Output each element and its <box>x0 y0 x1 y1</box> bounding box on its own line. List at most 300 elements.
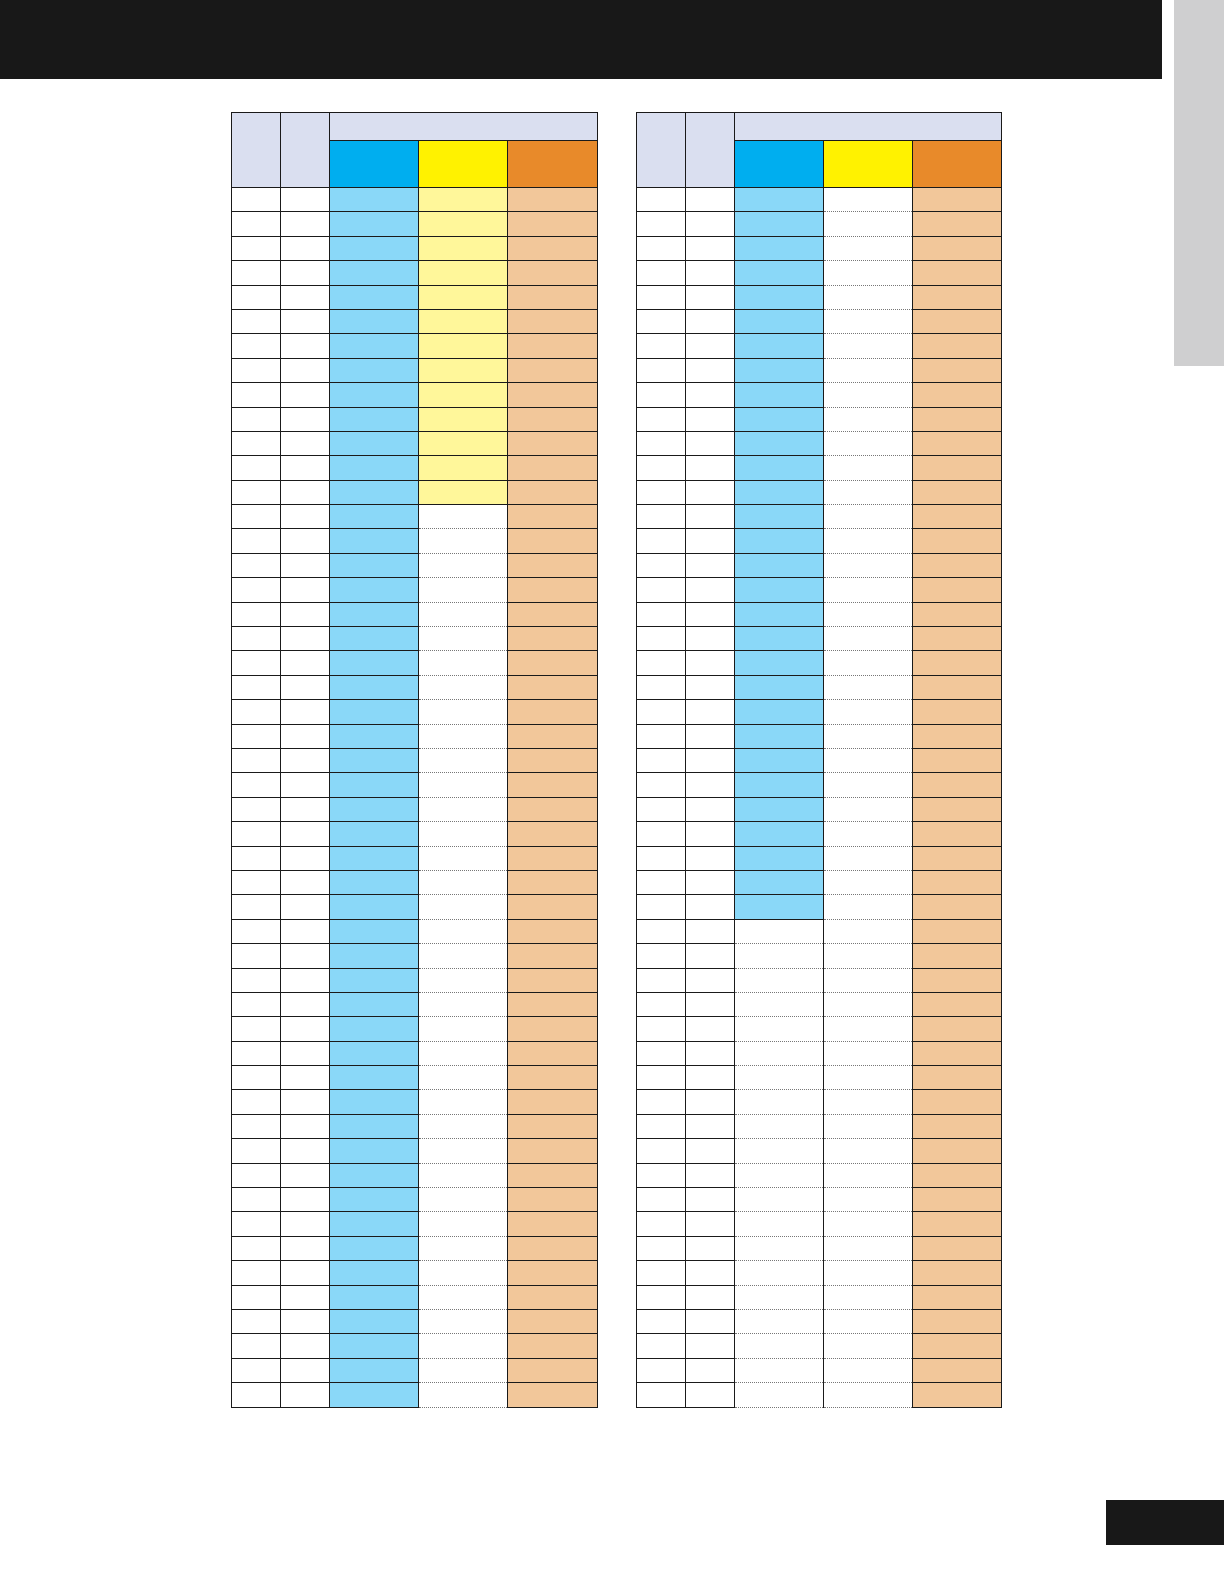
blue-cell <box>735 505 824 529</box>
row-cell-1 <box>637 846 686 870</box>
orange-column-header <box>913 141 1002 188</box>
orange-cell <box>508 846 598 870</box>
row-cell-2 <box>281 285 330 309</box>
table-row <box>637 261 1002 285</box>
blue-cell <box>330 1261 419 1285</box>
blue-cell <box>330 919 419 943</box>
blue-cell <box>735 1358 824 1382</box>
orange-cell <box>508 1017 598 1041</box>
yellow-cell <box>419 309 508 333</box>
row-cell-2 <box>686 822 735 846</box>
row-cell-2 <box>686 675 735 699</box>
row-cell-2 <box>281 431 330 455</box>
row-cell-1 <box>637 1309 686 1333</box>
blue-cell <box>330 529 419 553</box>
orange-cell <box>508 1334 598 1358</box>
row-cell-1 <box>637 358 686 382</box>
row-cell-1 <box>637 1017 686 1041</box>
yellow-cell <box>419 407 508 431</box>
row-cell-1 <box>637 675 686 699</box>
yellow-cell <box>824 700 913 724</box>
table-row <box>637 1212 1002 1236</box>
row-cell-1 <box>232 1383 281 1407</box>
row-cell-1 <box>637 724 686 748</box>
blue-cell <box>330 627 419 651</box>
orange-cell <box>508 919 598 943</box>
table-row <box>232 919 598 943</box>
blue-cell <box>735 919 824 943</box>
orange-cell <box>508 358 598 382</box>
yellow-cell <box>824 285 913 309</box>
orange-cell <box>508 1066 598 1090</box>
yellow-cell <box>824 1139 913 1163</box>
blue-cell <box>330 285 419 309</box>
row-cell-1 <box>637 1163 686 1187</box>
orange-cell <box>508 212 598 236</box>
row-cell-1 <box>232 529 281 553</box>
yellow-cell <box>824 748 913 772</box>
row-cell-1 <box>637 529 686 553</box>
row-cell-1 <box>232 1309 281 1333</box>
table-row <box>637 334 1002 358</box>
orange-cell <box>508 188 598 212</box>
blue-cell <box>735 1309 824 1333</box>
row-cell-1 <box>232 188 281 212</box>
orange-cell <box>913 724 1002 748</box>
blue-cell <box>330 480 419 504</box>
row-cell-2 <box>281 334 330 358</box>
orange-cell <box>913 1383 1002 1407</box>
row-cell-1 <box>637 944 686 968</box>
row-cell-1 <box>232 553 281 577</box>
blue-cell <box>330 553 419 577</box>
orange-cell <box>508 944 598 968</box>
row-cell-1 <box>637 188 686 212</box>
orange-cell <box>508 1139 598 1163</box>
table-row <box>232 407 598 431</box>
table-row <box>637 285 1002 309</box>
orange-cell <box>913 1090 1002 1114</box>
column-header-1 <box>232 113 281 188</box>
table-row <box>232 773 598 797</box>
yellow-cell <box>419 724 508 748</box>
table-row <box>637 1017 1002 1041</box>
orange-cell <box>508 456 598 480</box>
blue-cell <box>330 773 419 797</box>
table-row <box>637 1309 1002 1333</box>
row-cell-2 <box>686 236 735 260</box>
orange-cell <box>508 1090 598 1114</box>
row-cell-2 <box>686 1041 735 1065</box>
blue-cell <box>330 870 419 894</box>
yellow-cell <box>419 1139 508 1163</box>
blue-cell <box>330 212 419 236</box>
blue-cell <box>330 505 419 529</box>
table-row <box>232 992 598 1016</box>
blue-cell <box>330 797 419 821</box>
orange-cell <box>508 627 598 651</box>
yellow-cell <box>419 797 508 821</box>
blue-cell <box>330 261 419 285</box>
row-cell-2 <box>281 578 330 602</box>
yellow-cell <box>419 846 508 870</box>
blue-cell <box>735 675 824 699</box>
table-row <box>637 236 1002 260</box>
blue-column-header <box>330 141 419 188</box>
table-row <box>637 1066 1002 1090</box>
blue-cell <box>735 188 824 212</box>
orange-cell <box>913 1017 1002 1041</box>
row-cell-1 <box>637 456 686 480</box>
blue-cell <box>735 285 824 309</box>
blue-cell <box>330 334 419 358</box>
row-cell-2 <box>281 944 330 968</box>
blue-cell <box>735 1066 824 1090</box>
blue-cell <box>735 602 824 626</box>
yellow-cell <box>419 675 508 699</box>
row-cell-2 <box>686 309 735 333</box>
orange-cell <box>913 383 1002 407</box>
orange-cell <box>913 822 1002 846</box>
blue-cell <box>735 944 824 968</box>
table-row <box>232 480 598 504</box>
blue-cell <box>330 1212 419 1236</box>
table-row <box>637 748 1002 772</box>
row-cell-1 <box>637 1358 686 1382</box>
yellow-cell <box>419 748 508 772</box>
row-cell-1 <box>232 505 281 529</box>
blue-cell <box>330 846 419 870</box>
yellow-cell <box>419 1041 508 1065</box>
blue-cell <box>330 1017 419 1041</box>
row-cell-2 <box>686 1309 735 1333</box>
orange-cell <box>508 895 598 919</box>
row-cell-2 <box>281 261 330 285</box>
row-cell-2 <box>281 1114 330 1138</box>
blue-cell <box>735 1041 824 1065</box>
page-number-tab <box>1106 1500 1224 1545</box>
blue-cell <box>330 236 419 260</box>
table-row <box>232 1236 598 1260</box>
row-cell-2 <box>281 1090 330 1114</box>
blue-column-header <box>735 141 824 188</box>
table-row <box>637 1285 1002 1309</box>
yellow-cell <box>824 773 913 797</box>
row-cell-1 <box>232 1090 281 1114</box>
orange-cell <box>508 334 598 358</box>
table-row <box>637 700 1002 724</box>
yellow-cell <box>824 919 913 943</box>
row-cell-2 <box>281 1163 330 1187</box>
blue-cell <box>330 651 419 675</box>
blue-cell <box>735 407 824 431</box>
blue-cell <box>330 724 419 748</box>
table-row <box>637 846 1002 870</box>
column-header-1 <box>637 113 686 188</box>
blue-cell <box>735 1139 824 1163</box>
table-row <box>637 675 1002 699</box>
row-cell-2 <box>281 505 330 529</box>
table-row <box>637 870 1002 894</box>
row-cell-1 <box>232 407 281 431</box>
blue-cell <box>735 1383 824 1407</box>
row-cell-1 <box>232 1114 281 1138</box>
row-cell-2 <box>686 627 735 651</box>
orange-cell <box>508 578 598 602</box>
yellow-cell <box>824 358 913 382</box>
orange-cell <box>913 919 1002 943</box>
blue-cell <box>735 895 824 919</box>
row-cell-1 <box>637 1236 686 1260</box>
row-cell-1 <box>637 1285 686 1309</box>
yellow-column-header <box>419 141 508 188</box>
row-cell-1 <box>232 700 281 724</box>
table-row <box>637 1358 1002 1382</box>
blue-cell <box>330 1383 419 1407</box>
row-cell-2 <box>686 1334 735 1358</box>
orange-cell <box>508 1114 598 1138</box>
table-row <box>232 261 598 285</box>
yellow-cell <box>419 1090 508 1114</box>
row-cell-2 <box>686 797 735 821</box>
yellow-cell <box>419 383 508 407</box>
yellow-cell <box>824 1236 913 1260</box>
row-cell-1 <box>637 992 686 1016</box>
row-cell-1 <box>637 383 686 407</box>
row-cell-2 <box>281 846 330 870</box>
yellow-cell <box>824 822 913 846</box>
row-cell-2 <box>686 919 735 943</box>
row-cell-2 <box>686 261 735 285</box>
table-row <box>637 919 1002 943</box>
table-row <box>637 895 1002 919</box>
yellow-cell <box>419 1163 508 1187</box>
row-cell-1 <box>232 456 281 480</box>
orange-cell <box>913 261 1002 285</box>
orange-cell <box>913 846 1002 870</box>
blue-cell <box>330 188 419 212</box>
blue-cell <box>735 992 824 1016</box>
row-cell-1 <box>637 895 686 919</box>
row-cell-1 <box>232 895 281 919</box>
row-cell-1 <box>637 602 686 626</box>
orange-cell <box>508 822 598 846</box>
blue-cell <box>330 1358 419 1382</box>
row-cell-1 <box>232 480 281 504</box>
row-cell-1 <box>637 578 686 602</box>
row-cell-2 <box>281 1188 330 1212</box>
orange-cell <box>913 212 1002 236</box>
yellow-cell <box>824 431 913 455</box>
row-cell-2 <box>281 1066 330 1090</box>
row-cell-1 <box>232 822 281 846</box>
row-cell-2 <box>281 724 330 748</box>
blue-cell <box>330 1285 419 1309</box>
row-cell-2 <box>686 1090 735 1114</box>
table-row <box>232 651 598 675</box>
orange-cell <box>913 188 1002 212</box>
yellow-cell <box>419 236 508 260</box>
table-row <box>232 748 598 772</box>
row-cell-1 <box>637 822 686 846</box>
blue-cell <box>735 1114 824 1138</box>
yellow-cell <box>824 944 913 968</box>
row-cell-2 <box>281 1212 330 1236</box>
table-row <box>232 700 598 724</box>
yellow-cell <box>419 1017 508 1041</box>
table-row <box>232 724 598 748</box>
table-row <box>232 822 598 846</box>
blue-cell <box>735 846 824 870</box>
row-cell-2 <box>686 480 735 504</box>
orange-cell <box>913 1114 1002 1138</box>
table-row <box>637 1114 1002 1138</box>
orange-cell <box>913 773 1002 797</box>
orange-cell <box>913 431 1002 455</box>
table-row <box>232 675 598 699</box>
row-cell-1 <box>637 1188 686 1212</box>
row-cell-2 <box>281 1309 330 1333</box>
row-cell-1 <box>232 1334 281 1358</box>
orange-cell <box>913 334 1002 358</box>
row-cell-2 <box>686 407 735 431</box>
table-row <box>232 627 598 651</box>
table-row <box>637 773 1002 797</box>
orange-cell <box>508 285 598 309</box>
row-cell-1 <box>637 480 686 504</box>
row-cell-2 <box>281 602 330 626</box>
table-row <box>637 992 1002 1016</box>
yellow-cell <box>419 1285 508 1309</box>
orange-cell <box>913 675 1002 699</box>
row-cell-1 <box>637 1334 686 1358</box>
yellow-cell <box>419 334 508 358</box>
table-row <box>637 407 1002 431</box>
yellow-cell <box>419 822 508 846</box>
table-row <box>232 236 598 260</box>
yellow-cell <box>824 1358 913 1382</box>
blue-cell <box>735 1212 824 1236</box>
row-cell-1 <box>637 700 686 724</box>
row-cell-2 <box>281 1261 330 1285</box>
row-cell-2 <box>281 870 330 894</box>
yellow-cell <box>419 529 508 553</box>
row-cell-2 <box>281 651 330 675</box>
row-cell-2 <box>686 1066 735 1090</box>
table-row <box>637 529 1002 553</box>
header-bar <box>0 0 1162 79</box>
orange-cell <box>508 1285 598 1309</box>
yellow-cell <box>419 651 508 675</box>
blue-cell <box>735 431 824 455</box>
blue-cell <box>735 456 824 480</box>
row-cell-1 <box>637 1090 686 1114</box>
row-cell-2 <box>281 529 330 553</box>
orange-cell <box>508 675 598 699</box>
table-row <box>637 968 1002 992</box>
table-row <box>232 456 598 480</box>
row-cell-1 <box>232 992 281 1016</box>
table-row <box>232 188 598 212</box>
blue-cell <box>735 724 824 748</box>
blue-cell <box>735 358 824 382</box>
yellow-cell <box>824 1090 913 1114</box>
row-cell-1 <box>232 309 281 333</box>
row-cell-1 <box>637 1383 686 1407</box>
row-cell-2 <box>281 358 330 382</box>
table-row <box>232 944 598 968</box>
row-cell-2 <box>281 383 330 407</box>
orange-cell <box>508 553 598 577</box>
yellow-cell <box>824 1066 913 1090</box>
blue-cell <box>330 456 419 480</box>
orange-cell <box>913 870 1002 894</box>
orange-cell <box>913 1188 1002 1212</box>
row-cell-2 <box>281 553 330 577</box>
row-cell-1 <box>637 431 686 455</box>
row-cell-2 <box>281 797 330 821</box>
row-cell-2 <box>686 188 735 212</box>
row-cell-1 <box>232 1358 281 1382</box>
table-row <box>637 651 1002 675</box>
table-row <box>232 1114 598 1138</box>
yellow-cell <box>824 1212 913 1236</box>
yellow-cell <box>824 1017 913 1041</box>
row-cell-2 <box>686 846 735 870</box>
row-cell-1 <box>637 236 686 260</box>
row-cell-2 <box>281 407 330 431</box>
row-cell-2 <box>281 188 330 212</box>
table-row <box>637 724 1002 748</box>
row-cell-2 <box>686 1285 735 1309</box>
orange-cell <box>913 578 1002 602</box>
yellow-cell <box>824 383 913 407</box>
table-row <box>232 334 598 358</box>
row-cell-1 <box>637 505 686 529</box>
table-row <box>232 602 598 626</box>
group-header <box>735 113 1002 141</box>
orange-cell <box>508 870 598 894</box>
yellow-cell <box>824 553 913 577</box>
yellow-cell <box>419 870 508 894</box>
yellow-cell <box>824 1334 913 1358</box>
yellow-cell <box>419 553 508 577</box>
yellow-cell <box>419 1383 508 1407</box>
table-row <box>232 1334 598 1358</box>
row-cell-2 <box>686 895 735 919</box>
row-cell-2 <box>281 1334 330 1358</box>
yellow-cell <box>419 773 508 797</box>
orange-cell <box>913 895 1002 919</box>
orange-cell <box>913 407 1002 431</box>
row-cell-2 <box>281 1236 330 1260</box>
row-cell-1 <box>232 944 281 968</box>
row-cell-1 <box>637 870 686 894</box>
row-cell-2 <box>281 1285 330 1309</box>
blue-cell <box>735 480 824 504</box>
row-cell-2 <box>686 773 735 797</box>
row-cell-1 <box>232 1236 281 1260</box>
yellow-cell <box>419 895 508 919</box>
table-row <box>232 1261 598 1285</box>
row-cell-1 <box>637 553 686 577</box>
orange-cell <box>508 992 598 1016</box>
table-row <box>232 895 598 919</box>
yellow-cell <box>824 1285 913 1309</box>
yellow-cell <box>824 236 913 260</box>
row-cell-1 <box>232 627 281 651</box>
table-row <box>637 578 1002 602</box>
